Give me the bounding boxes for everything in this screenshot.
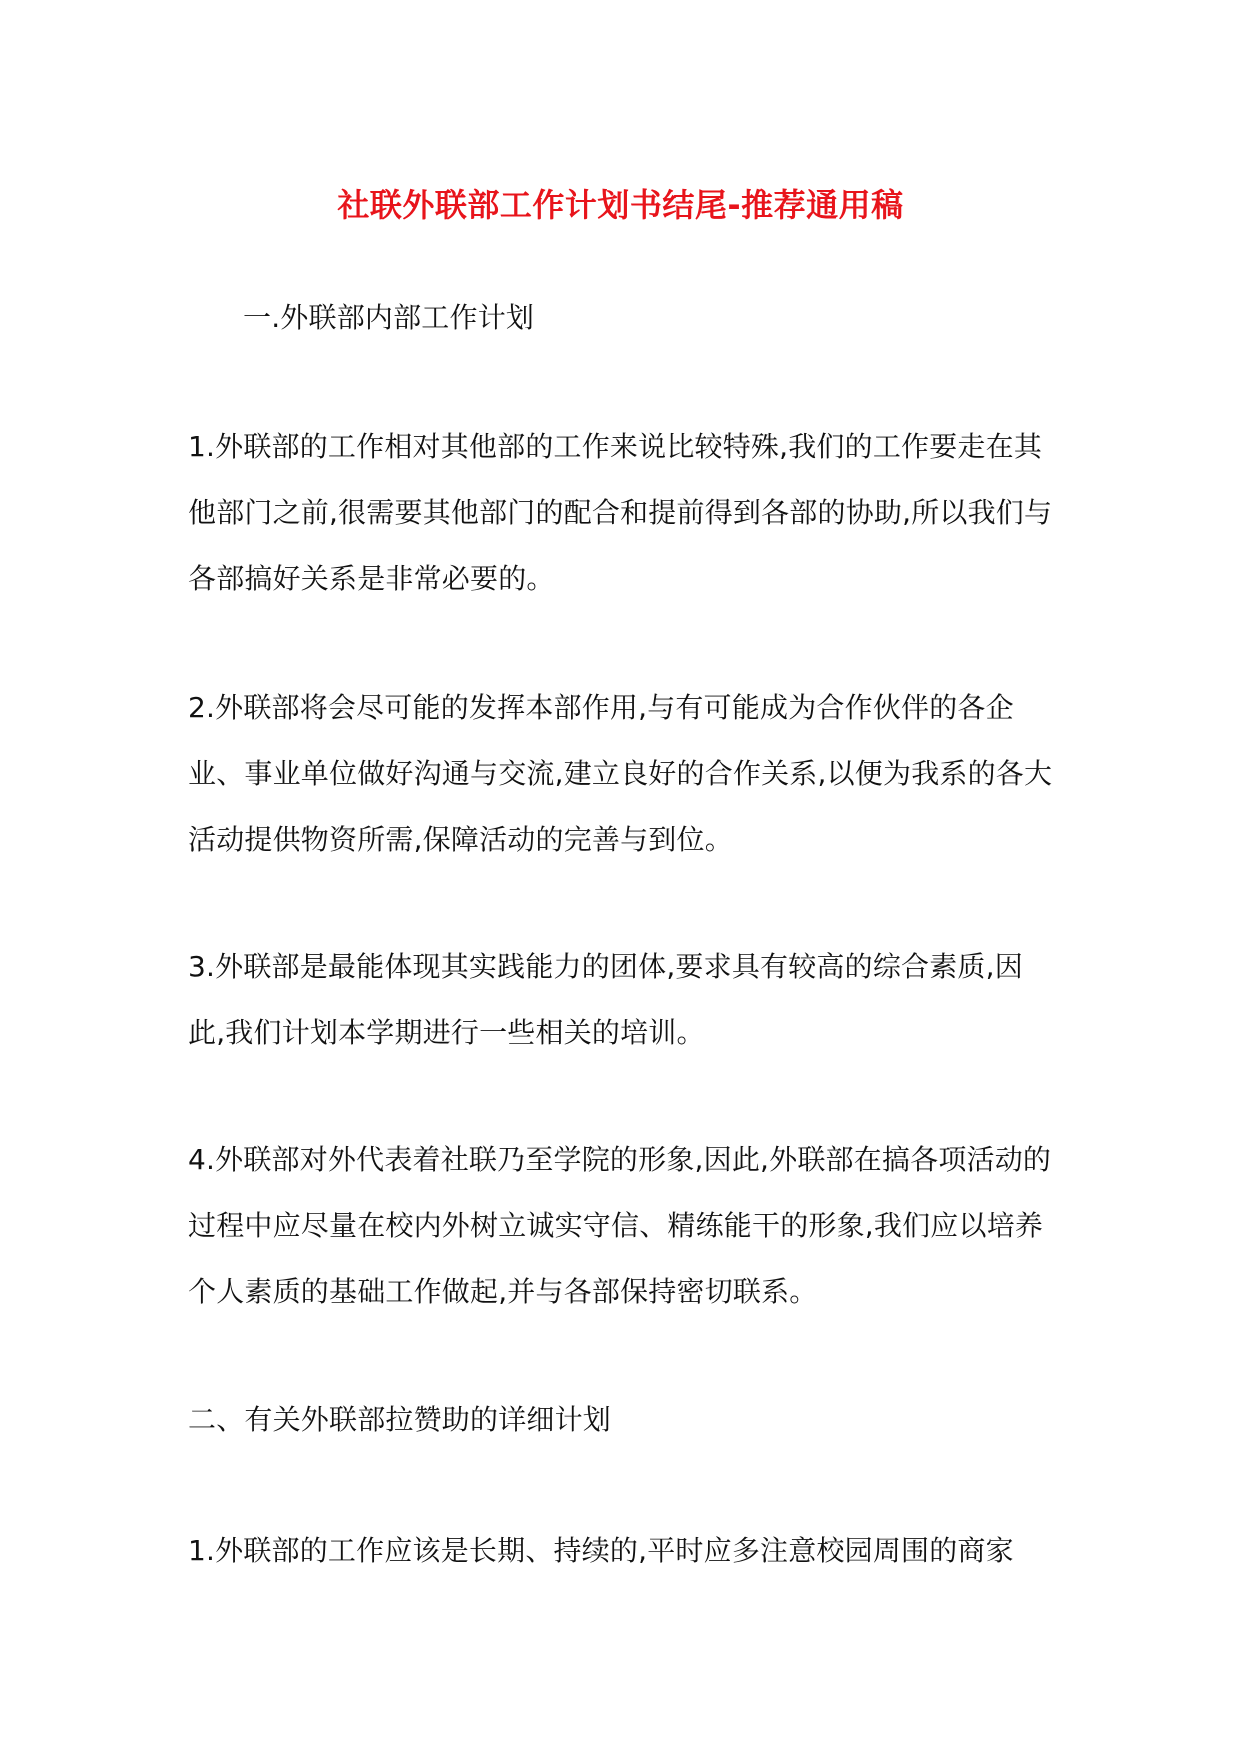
paragraph-item-4: 4.外联部对外代表着社联乃至学院的形象,因此,外联部在搞各项活动的过程中应尽量在校内外树立诚实守信、精练能干的形象,我们应以培养个人素质的基础工作做起,并与各部保持密切联系。	[188, 1143, 1052, 1308]
paragraph-item-3: 3.外联部是最能体现其实践能力的团体,要求具有较高的综合素质,因此,我们计划本学期进行一些相关的培训。	[188, 950, 1023, 1049]
page-title: 社联外联部工作计划书结尾-推荐通用稿	[337, 186, 904, 225]
paragraph-sponsorship-item-1: 1.外联部的工作应该是长期、持续的,平时应多注意校园周围的商家	[188, 1534, 1014, 1567]
paragraph-item-1: 1.外联部的工作相对其他部的工作来说比较特殊,我们的工作要走在其他部门之前,很需要其他部门的配合和提前得到各部的协助,所以我们与各部搞好关系是非常必要的。	[188, 430, 1053, 595]
section-heading-internal-plan: 一.外联部内部工作计划	[243, 301, 535, 334]
section-heading-sponsorship-plan: 二、有关外联部拉赞助的详细计划	[188, 1403, 612, 1436]
paragraph-item-2: 2.外联部将会尽可能的发挥本部作用,与有可能成为合作伙伴的各企业、事业单位做好沟通与交流,建立良好的合作关系,以便为我系的各大活动提供物资所需,保障活动的完善与到位。	[188, 691, 1053, 856]
